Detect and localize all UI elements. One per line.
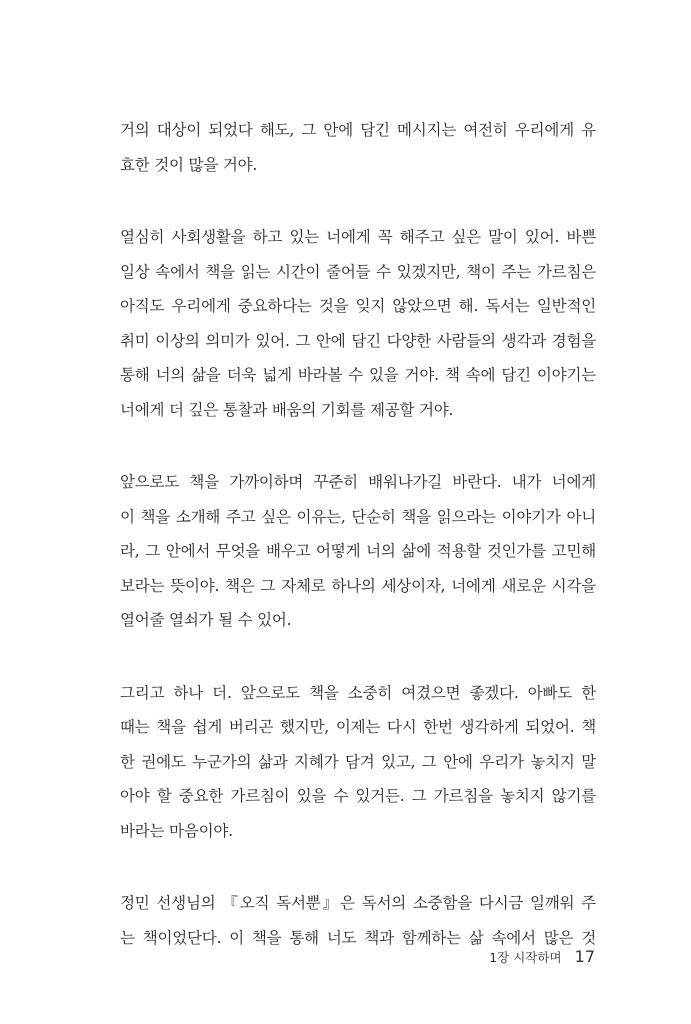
paragraph-4 bbox=[120, 676, 596, 849]
text-line: 때는 책을 쉽게 버리곤 했지만, 이제는 다시 한번 생각하게 되었어. 책 bbox=[120, 718, 596, 736]
text-line: 취미 이상의 의미가 있어. 그 안에 담긴 다양한 사람들의 생각과 경험을 bbox=[120, 331, 596, 350]
text-line: 아직도 우리에게 중요하다는 것을 잊지 않았으면 해. 독서는 일반적인 bbox=[120, 297, 596, 315]
text-line: 앞으로도 책을 가까이하며 꾸준히 배워나가길 바란다. 내가 너에게 bbox=[120, 473, 596, 491]
text-line: 이 책을 소개해 주고 싶은 이유는, 단순히 책을 읽으라는 이야기가 아니 bbox=[120, 507, 596, 526]
text-line: 보라는 뜻이야. 책은 그 자체로 하나의 세상이자, 너에게 새로운 시각을 bbox=[120, 576, 596, 595]
chapter-title: 1장 시작하며 bbox=[489, 950, 562, 965]
text-line: 한 권에도 누군가의 삶과 지혜가 담겨 있고, 그 안에 우리가 놓치지 말 bbox=[120, 752, 596, 771]
text-line: 정민 선생님의 『오직 독서뿐』은 독서의 소중함을 다시금 일깨워 주 bbox=[120, 894, 596, 912]
text-line: 바라는 마음이야. bbox=[120, 821, 233, 840]
text-line: 는 책이었단다. 이 책을 통해 너도 책과 함께하는 삶 속에서 많은 것 bbox=[120, 928, 596, 947]
text-line: 열심히 사회생활을 하고 있는 너에게 꼭 해주고 싶은 말이 있어. 바쁜 bbox=[120, 228, 596, 246]
paragraph-3 bbox=[120, 465, 596, 638]
text-line: 통해 너의 삶을 더욱 넓게 바라볼 수 있을 거야. 책 속에 담긴 이야기는 bbox=[120, 366, 596, 384]
paragraph-5 bbox=[120, 886, 596, 955]
text-line: 일상 속에서 책을 읽는 시간이 줄어들 수 있겠지만, 책이 주는 가르침은 bbox=[120, 262, 596, 281]
page-footer bbox=[489, 947, 595, 966]
paragraph-1 bbox=[120, 113, 596, 182]
text-line: 거의 대상이 되었다 해도, 그 안에 담긴 메시지는 여전히 우리에게 유 bbox=[120, 121, 596, 139]
body-text bbox=[120, 113, 596, 993]
text-line: 아야 할 중요한 가르침이 있을 수 있거든. 그 가르침을 놓치지 않기를 bbox=[120, 787, 596, 805]
page-number: 17 bbox=[574, 947, 595, 966]
paragraph-2 bbox=[120, 220, 596, 427]
text-line: 효한 것이 많을 거야. bbox=[120, 155, 258, 174]
text-line: 열어줄 열쇠가 될 수 있어. bbox=[120, 611, 292, 629]
text-line: 라, 그 안에서 무엇을 배우고 어떻게 너의 삶에 적용할 것인가를 고민해 bbox=[120, 542, 596, 560]
text-line: 그리고 하나 더. 앞으로도 책을 소중히 여겼으면 좋겠다. 아빠도 한 bbox=[120, 683, 596, 702]
text-line: 너에게 더 깊은 통찰과 배움의 기회를 제공할 거야. bbox=[120, 400, 454, 419]
